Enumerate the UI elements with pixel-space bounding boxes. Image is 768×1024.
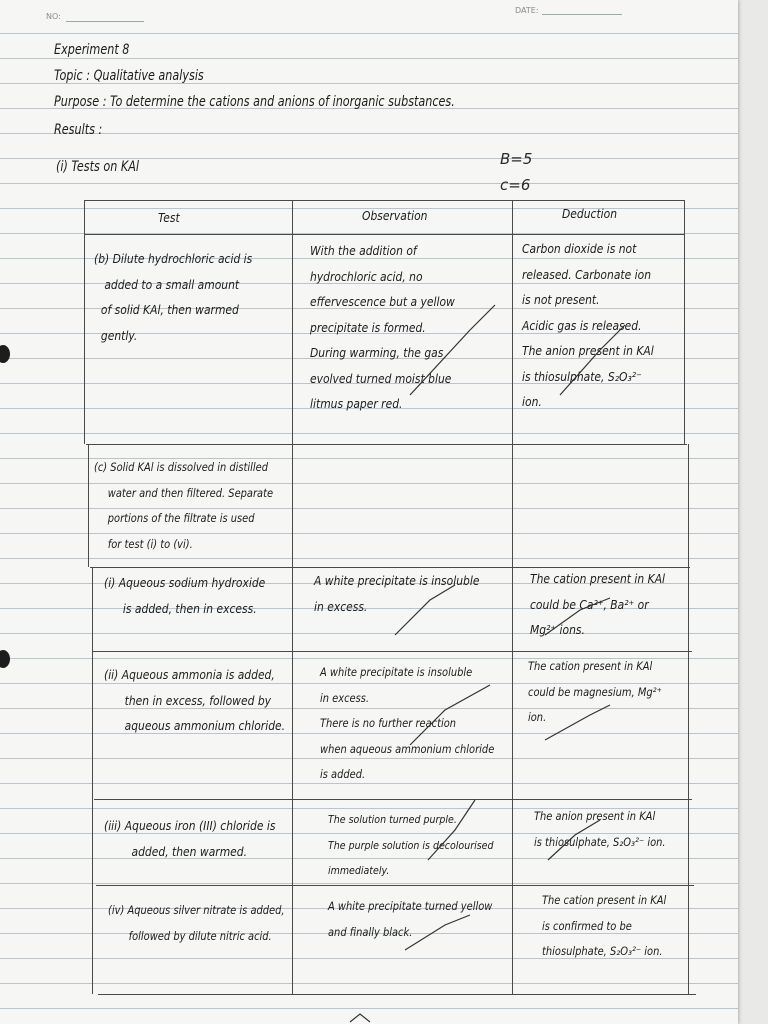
table-row-b-observation [310,238,510,417]
table-border-left [84,200,85,444]
table-border-left [92,567,93,994]
cell-line: portions of the filtrate is used [107,511,255,525]
date-label: DATE: [515,6,539,15]
cell-line: in excess. [320,690,370,705]
cell-line: The cation present in KAl [530,571,666,586]
no-label: NO: [46,12,61,21]
cell-line: (i) Aqueous sodium hydroxide [104,575,266,590]
cell-line: is thiosulphate, S₂O₃²⁻ ion. [534,834,666,849]
cell-line: A white precipitate turned yellow [328,899,493,913]
experiment-title: Experiment 8 [54,42,130,58]
date-line [542,14,622,15]
cell-line: could be magnesium, Mg²⁺ [528,684,662,699]
row-rule [96,885,694,886]
table-row-b-deduction [522,236,687,415]
table-row-b-test [94,246,289,348]
column-header-test: Test [158,210,180,225]
table-row-ii-observation [320,660,516,788]
table-row-iv-test [108,898,308,949]
cell-line: is confirmed to be [542,918,632,933]
row-rule [86,444,687,445]
table-row-c-test [94,455,299,557]
cell-line: The anion present in KAl [522,343,654,358]
table-row-i-test [104,570,299,621]
table-border-left [88,444,89,567]
cell-line: precipitate is formed. [310,319,426,335]
cell-line: evolved turned moist blue [310,370,452,386]
table-row-ii-deduction [528,654,693,731]
cell-line: The cation present in KAl [528,659,653,673]
cell-line: effervescence but a yellow [310,294,455,309]
cell-line: The cation present in KAl [542,893,667,907]
cell-line: The purple solution is decolourised [328,838,494,852]
table-row-iv-deduction [542,888,702,965]
cell-line: water and then filtered. Separate [107,485,274,500]
cell-line: followed by dilute nitric acid. [128,928,272,943]
cell-line: The solution turned purple. [328,813,457,826]
scribble-mark [350,1014,370,1022]
cell-line: During warming, the gas [310,345,444,360]
no-line [66,21,144,22]
cell-line: The anion present in KAl [534,809,656,823]
cell-line: There is no further reaction [320,716,457,730]
table-border-top [84,200,685,201]
table-row-iii-observation [328,807,524,884]
purpose-line: Purpose : To determine the cations and anions of inorganic substances. [54,94,455,110]
cell-line: A white precipitate is insoluble [320,665,473,679]
tests-on-heading: (i) Tests on KAl [56,159,140,175]
cell-line: hydrochloric acid, no [310,268,423,284]
table-row-iii-test [104,813,304,864]
cell-line: released. Carbonate ion [522,266,652,282]
cell-line: is added. [320,767,366,781]
cell-line: then in excess, followed by [124,692,272,708]
cell-line: is added, then in excess. [122,600,257,616]
cell-line: (c) Solid KAl is dissolved in distilled [94,460,269,474]
cell-line: (iii) Aqueous iron (III) chloride is [104,818,276,833]
cell-line: added, then warmed. [131,843,248,859]
cell-line: immediately. [328,864,390,877]
cell-line: is not present. [522,292,600,307]
topic-line: Topic : Qualitative analysis [54,68,204,84]
cell-line: Acidic gas is released. [522,317,642,333]
table-row-ii-test [104,662,304,739]
cell-line: thiosulphate, S₂O₃²⁻ ion. [542,944,663,958]
cell-line: added to a small amount [104,276,240,292]
cell-line: Carbon dioxide is not [522,241,637,256]
cell-line: aqueous ammonium chloride. [124,718,286,733]
column-header-deduction: Deduction [562,206,618,221]
cell-line: ion. [528,710,547,724]
row-rule [94,799,692,800]
cell-line: of solid KAl, then warmed [100,302,239,317]
cell-line: for test (i) to (vi). [107,536,193,551]
binder-hole [0,345,10,363]
table-border-bottom [98,994,696,995]
table-row-i-deduction [530,566,695,643]
cell-line: when aqueous ammonium chloride [320,741,495,756]
cell-line: in excess. [314,598,368,614]
table-row-iii-deduction [534,804,694,855]
cell-line: could be Ca²⁺, Ba²⁺ or [530,596,649,612]
table-row-iv-observation [328,894,524,945]
cell-line: gently. [100,327,138,343]
cell-line: litmus paper red. [310,396,403,411]
margin-note-b: B=5 [500,150,533,168]
cell-line: ion. [522,394,542,409]
binder-hole [0,650,10,668]
cell-line: (b) Dilute hydrochloric acid is [94,251,253,266]
cell-line: With the addition of [310,243,417,258]
column-header-observation: Observation [362,208,428,223]
table-row-i-observation [314,568,514,619]
cell-line: (ii) Aqueous ammonia is added, [104,667,275,682]
cell-line: A white precipitate is insoluble [314,573,480,588]
row-rule [92,651,692,652]
results-heading: Results : [54,122,103,138]
margin-note-c: c=6 [500,176,531,194]
cell-line: and finally black. [328,924,413,939]
cell-line: (iv) Aqueous silver nitrate is added, [108,903,285,917]
cell-line: Mg²⁺ ions. [530,622,585,637]
cell-line: is thiosulphate, S₂O₃²⁻ [522,368,642,384]
